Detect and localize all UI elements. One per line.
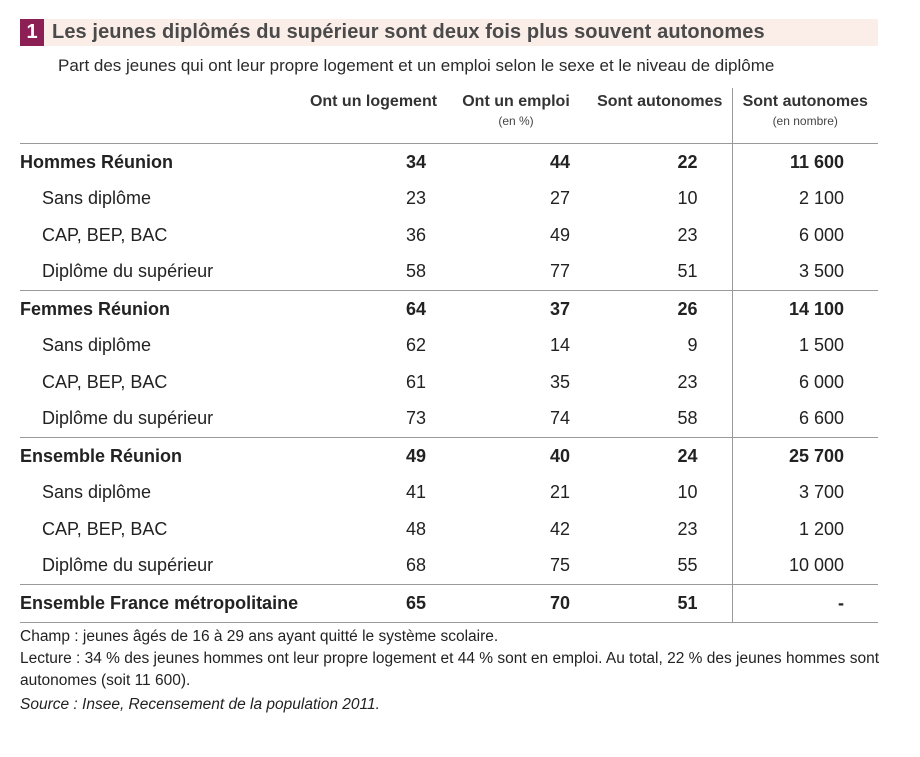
cell-autonomes-nombre: - [732, 585, 878, 623]
cell-autonomes-pct: 23 [677, 371, 698, 392]
table-row [20, 328, 878, 365]
row-label: Ensemble Réunion [20, 438, 303, 475]
header-label: Sont autonomes [597, 93, 723, 110]
cell-emploi: 70 [444, 585, 588, 623]
cell-autonomes-pct: 51 [588, 585, 732, 623]
cell-logement: 48 [405, 518, 426, 539]
figure-title-bar [20, 19, 878, 46]
header-label: Ont un emploi [462, 93, 570, 110]
note-lecture: Lecture : 34 % des jeunes hommes ont leur propre logement et 44 % sont en emploi. Au total, 22 % des jeunes hommes sont autonomes (soit 11 600). [20, 650, 880, 689]
cell-logement: 65 [303, 585, 444, 623]
cell-autonomes-pct: 55 [677, 555, 698, 576]
cell-autonomes-pct: 24 [588, 438, 732, 475]
cell-logement: 73 [405, 408, 426, 429]
note-source: Source : Insee, Recensement de la population 2011. [20, 696, 380, 713]
row-label: Ensemble France métropolitaine [20, 585, 303, 623]
note-champ: Champ : jeunes âgés de 16 à 29 ans ayant quitté le système scolaire. [20, 628, 499, 645]
table-row [20, 548, 878, 585]
cell-autonomes-nombre: 11 600 [732, 144, 878, 181]
row-label: Femmes Réunion [20, 291, 303, 328]
row-label: Sans diplôme [42, 482, 152, 503]
cell-autonomes-pct: 10 [677, 188, 698, 209]
table-row [20, 254, 878, 291]
row-label: CAP, BEP, BAC [42, 371, 168, 392]
cell-autonomes-pct: 22 [677, 151, 698, 172]
header-autonomes-pct [588, 88, 732, 144]
cell-logement: 34 [405, 151, 426, 172]
cell-autonomes-pct: 58 [677, 408, 698, 429]
autonomy-table [20, 88, 878, 623]
cell-autonomes-pct: 26 [588, 291, 732, 328]
cell-emploi: 14 [549, 335, 570, 356]
cell-emploi: 49 [549, 224, 570, 245]
cell-autonomes-nombre: 6 600 [732, 401, 878, 438]
cell-emploi: 74 [549, 408, 570, 429]
row-label: Sans diplôme [42, 188, 152, 209]
table-row-group [20, 144, 878, 181]
cell-autonomes-pct: 10 [677, 482, 698, 503]
header-empty [20, 88, 303, 144]
row-label: Diplôme du supérieur [42, 261, 214, 282]
table-row [20, 475, 878, 512]
row-label: Diplôme du supérieur [42, 555, 214, 576]
cell-autonomes-nombre: 1 200 [732, 511, 878, 548]
header-logement [303, 88, 444, 144]
cell-emploi: 21 [549, 482, 570, 503]
cell-logement: 64 [303, 291, 444, 328]
cell-emploi: 40 [444, 438, 588, 475]
cell-autonomes-nombre: 6 000 [732, 217, 878, 254]
cell-logement: 23 [405, 188, 426, 209]
table-row [20, 511, 878, 548]
header-label: Ont un logement [309, 93, 438, 110]
cell-autonomes-nombre: 10 000 [732, 548, 878, 585]
table-row [20, 181, 878, 218]
cell-autonomes-nombre: 3 500 [732, 254, 878, 291]
row-label: CAP, BEP, BAC [42, 224, 168, 245]
cell-autonomes-nombre: 25 700 [732, 438, 878, 475]
table-row [20, 217, 878, 254]
cell-emploi: 42 [549, 518, 570, 539]
cell-emploi: 77 [549, 261, 570, 282]
table-row-group [20, 291, 878, 328]
row-label: Hommes Réunion [20, 151, 174, 172]
header-unit: (en nombre) [772, 114, 838, 128]
header-label: Sont autonomes [742, 93, 868, 110]
cell-emploi: 75 [549, 555, 570, 576]
cell-logement: 58 [405, 261, 426, 282]
table-header-row [20, 88, 878, 144]
cell-logement: 62 [405, 335, 426, 356]
cell-emploi: 35 [549, 371, 570, 392]
row-label: CAP, BEP, BAC [42, 518, 168, 539]
cell-autonomes-pct: 23 [677, 518, 698, 539]
cell-logement: 61 [405, 371, 426, 392]
cell-logement: 41 [405, 482, 426, 503]
table-row [20, 364, 878, 401]
table-row [20, 401, 878, 438]
figure-subtitle: Part des jeunes qui ont leur propre logement et un emploi selon le sexe et le niveau de diplôme [58, 56, 775, 75]
table-notes [20, 626, 890, 716]
figure-title: Les jeunes diplômés du supérieur sont deux fois plus souvent autonomes [52, 21, 765, 43]
table-row-group [20, 585, 878, 623]
cell-autonomes-nombre: 6 000 [732, 364, 878, 401]
cell-autonomes-pct: 23 [677, 224, 698, 245]
cell-emploi: 37 [444, 291, 588, 328]
cell-autonomes-nombre: 3 700 [732, 475, 878, 512]
cell-autonomes-pct: 51 [677, 261, 698, 282]
row-label: Sans diplôme [42, 335, 152, 356]
cell-autonomes-pct: 9 [687, 335, 698, 356]
cell-autonomes-nombre: 14 100 [732, 291, 878, 328]
cell-logement: 36 [405, 224, 426, 245]
table-row-group [20, 438, 878, 475]
cell-emploi: 44 [549, 151, 570, 172]
cell-autonomes-nombre: 1 500 [732, 328, 878, 365]
cell-emploi: 27 [549, 188, 570, 209]
cell-autonomes-nombre: 2 100 [732, 181, 878, 218]
row-label: Diplôme du supérieur [42, 408, 214, 429]
header-autonomes-nombre [732, 88, 878, 144]
cell-logement: 49 [303, 438, 444, 475]
header-emploi [444, 88, 588, 144]
header-unit: (en %) [498, 114, 534, 128]
figure-number-badge: 1 [20, 19, 44, 46]
cell-logement: 68 [405, 555, 426, 576]
